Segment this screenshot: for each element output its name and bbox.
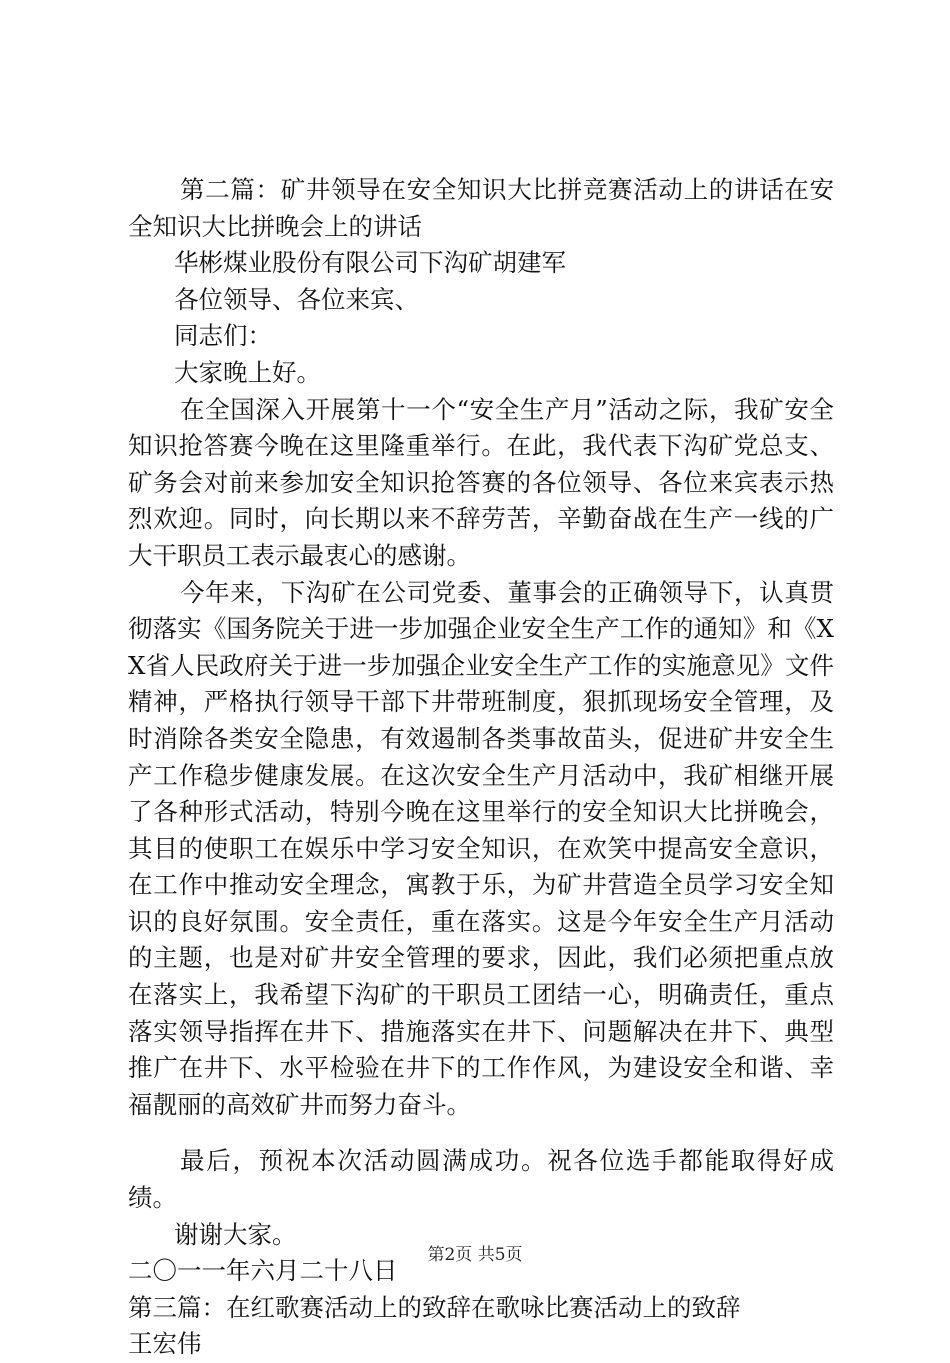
page-number: 第2页 共5页 — [427, 1245, 523, 1265]
body-paragraph: 今年来，下沟矿在公司党委、董事会的正确领导下，认真贯彻落实《国务院关于进一步加强企业安全生产工作的通知》和《XX省人民政府关于进一步加强企业安全生产工作的实施意见》文件精神，严格执行领导干部下井带班制度，狠抓现场安全管理，及时消除各类安全隐患，有效遏制各类事故苗头，促进矿井安全生产工作稳步健康发展。在这次安全生产月活动中，我矿相继开展了各种形式活动，特别今晚在这里举行的安全知识大比拼晚会，其目的使职工在娱乐中学习安全知识，在欢笑中提高安全意识，在工作中推动安全理念，寓教于乐，为矿井营造全员学习安全知识的良好氛围。安全责任，重在落实。这是今年安全生产月活动的主题，也是对矿井安全管理的要求，因此，我们必须把重点放在落实上，我希望下沟矿的干职员工团结一心，明确责任，重点落实领导指挥在井下、措施落实在井下、问题解决在井下、典型推广在井下、水平检验在井下的工作作风，为建设安全和谐、幸福靓丽的高效矿井而努力奋斗。 — [128, 577, 834, 1119]
greeting-line: 大家晚上好。 — [174, 357, 321, 387]
date-line: 二〇一一年六月二十八日 — [128, 1256, 398, 1286]
section-heading: 第二篇：矿井领导在安全知识大比拼竞赛活动上的讲话在安全知识大比拼晚会上的讲话 — [128, 175, 834, 241]
author-line: 华彬煤业股份有限公司下沟矿胡建军 — [174, 248, 566, 278]
body-paragraph: 最后，预祝本次活动圆满成功。祝各位选手都能取得好成绩。 — [128, 1146, 834, 1213]
document-body — [128, 172, 834, 1363]
salutation-line: 各位领导、各位来宾、 — [174, 284, 419, 314]
body-paragraph: 在全国深入开展第十一个“安全生产月”活动之际，我矿安全知识抢答赛今晚在这里隆重举行。在此，我代表下沟矿党总支、矿务会对前来参加安全知识抢答赛的各位领导、各位来宾表示热烈欢迎。同时，向长期以来不辞劳苦，辛勤奋战在生产一线的广大干职员工表示最衷心的感谢。 — [128, 394, 834, 570]
page-footer — [0, 1244, 950, 1266]
salutation-line: 同志们： — [174, 321, 272, 351]
author-line: 王宏伟 — [128, 1329, 202, 1359]
closing-line: 谢谢大家。 — [174, 1219, 297, 1249]
section-heading: 第三篇：在红歌赛活动上的致辞在歌咏比赛活动上的致辞 — [128, 1292, 741, 1322]
